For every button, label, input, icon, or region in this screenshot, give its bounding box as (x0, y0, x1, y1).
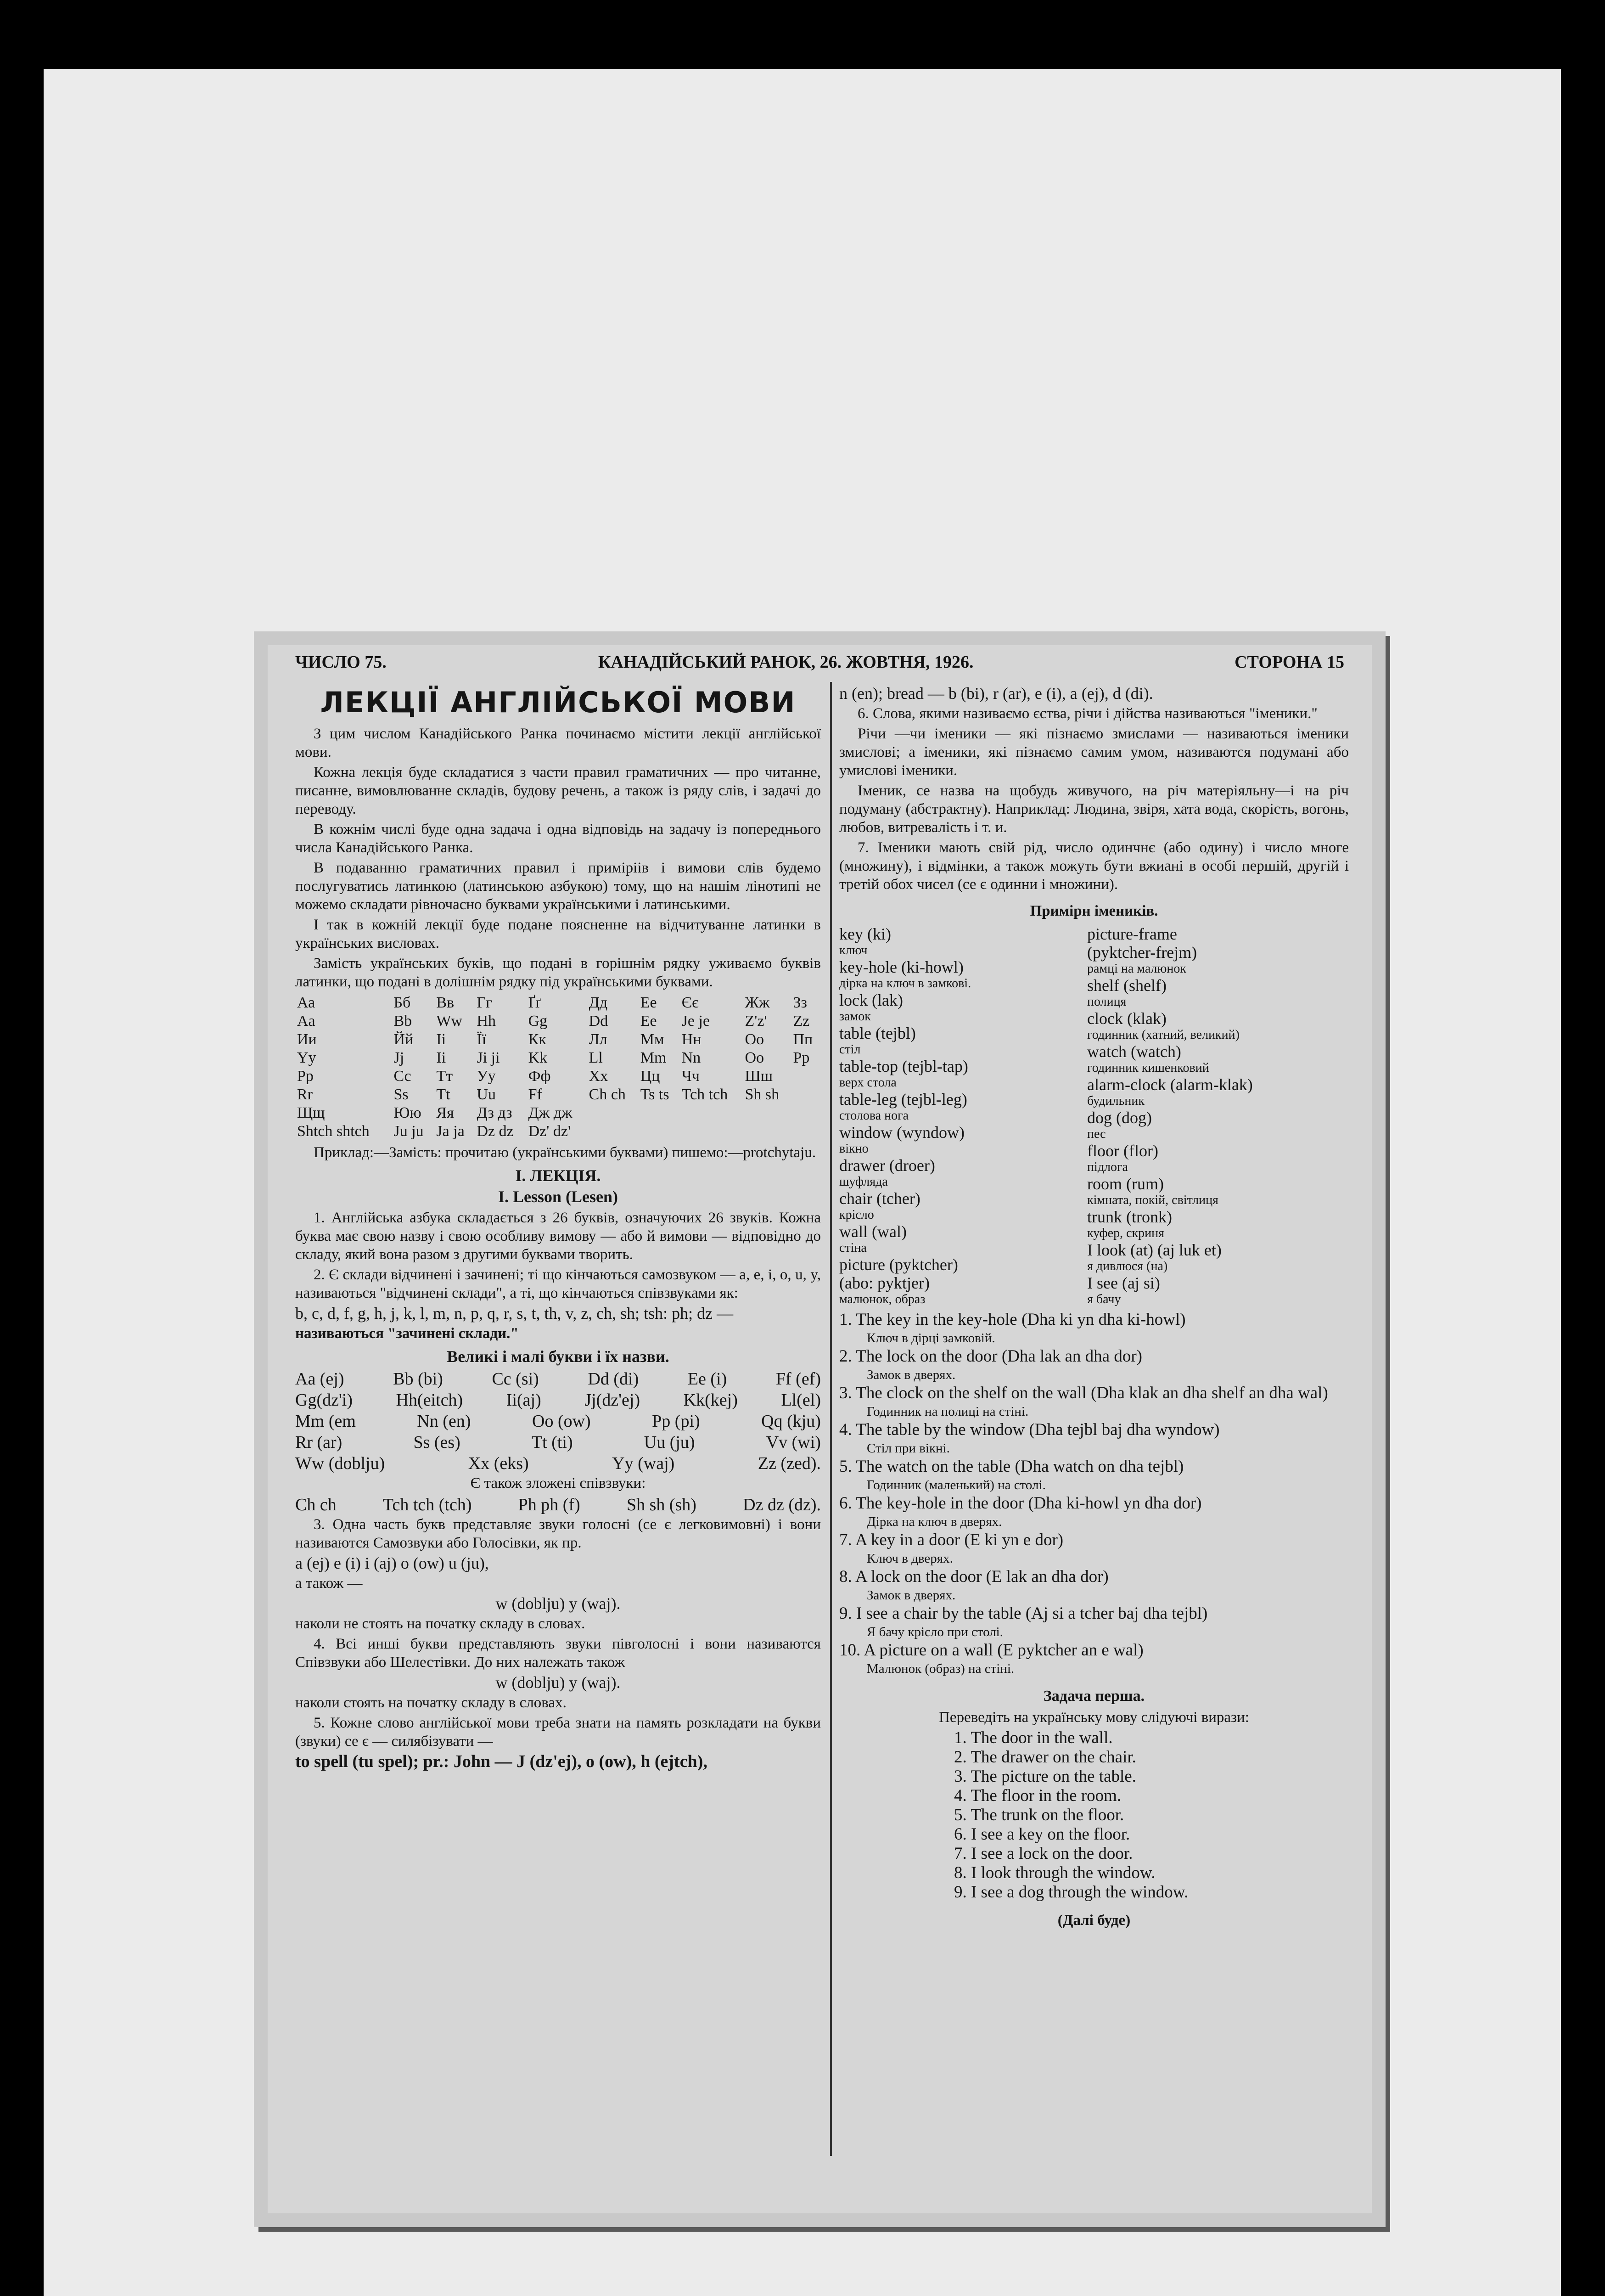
alphabet-cell: Чч (681, 1068, 700, 1085)
alphabet-cell: Ji ji (477, 1049, 500, 1066)
alphabet-cell: Ss (393, 1086, 409, 1103)
alphabet-cell (680, 1122, 743, 1141)
example-translation: верх стола (839, 1075, 897, 1090)
alphabet-cell (587, 1122, 639, 1141)
compound-letter: Ph ph (f) (518, 1495, 580, 1514)
example-word: I see (aj si) (1087, 1274, 1160, 1292)
intro-paragraph: В кожнім числі буде одна задача і одна відповідь на задачу із попереднього числа Канадійського Ранка. (295, 821, 821, 856)
example-translation: малюнок, образ (839, 1292, 926, 1306)
alphabet-cell: Shtch shtch (297, 1123, 370, 1140)
example-translation: ключ (839, 943, 868, 957)
alphabet-cell: Рр (297, 1068, 314, 1085)
right-column (839, 684, 1349, 1932)
alphabet-cell: Мм (640, 1031, 664, 1048)
article-title: ЛЕКЦІЇ АНГЛІЙСЬКОЇ МОВИ (320, 686, 796, 719)
alphabet-cell (743, 1122, 791, 1141)
alphabet-cell: Dz' dz' (528, 1123, 571, 1140)
example-translation: рамці на малюнок (1087, 962, 1187, 976)
alphabet-cell: Оо (745, 1031, 764, 1048)
alphabet-cell (743, 1104, 791, 1122)
example-translation: годинник (хатний, великий) (1087, 1028, 1240, 1042)
examples-grid (839, 925, 1349, 1307)
vowels-list: a (ej) e (i) i (aj) o (ow) u (ju), (295, 1554, 489, 1572)
alphabet-cell: Ts ts (640, 1086, 669, 1103)
compound-letter: Sh sh (sh) (626, 1495, 696, 1514)
alphabet-cell: Юю (393, 1104, 421, 1121)
latin-letter: Bb (bi) (393, 1369, 443, 1389)
capitals-title: Великі і малі букви і їх назви. (447, 1347, 669, 1366)
also-text: а також — (295, 1575, 363, 1592)
alphabet-cell: Пп (793, 1031, 813, 1048)
sentence-english: 4. The table by the window (Dha tejbl baj dha wyndow) (839, 1420, 1220, 1439)
task-item: 1. The door in the wall. (954, 1728, 1113, 1747)
example-word: drawer (droer) (839, 1156, 935, 1175)
example-translation: годинник кишенковий (1087, 1061, 1209, 1075)
compound-letter: Tch tch (tch) (382, 1495, 472, 1514)
alphabet-cell: Aa (297, 1013, 315, 1030)
alphabet-row (295, 1086, 821, 1104)
example-translation: куфер, скриня (1087, 1226, 1164, 1240)
lesson-title: I. ЛЕКЦІЯ. (515, 1166, 601, 1185)
sentence-english: 9. I see a chair by the table (Aj si a tcher baj dha tejbl) (839, 1604, 1208, 1623)
alphabet-cell: Gg (528, 1013, 548, 1030)
latin-letter: Xx (eks) (468, 1454, 529, 1473)
example-translation: кімната, покій, світлиця (1087, 1193, 1218, 1207)
alphabet-cell: Jj (393, 1049, 404, 1066)
alphabet-cell: Зз (793, 994, 807, 1011)
alphabet-cell: Вв (436, 994, 455, 1011)
alphabet-cell: Тт (436, 1068, 453, 1085)
alphabet-cell (791, 1067, 821, 1086)
example-text: Приклад:—Замість: прочитаю (українськими буквами) пишемо:—protchytaju. (314, 1144, 816, 1161)
w-y-list: w (doblju) y (waj). (495, 1594, 621, 1613)
paragraph-3: 3. Одна часть букв представляє звуки голосні (се є легковимовні) і вони називаются Самозвуки або Голосівки, як пр. (295, 1516, 821, 1551)
latin-row (295, 1368, 821, 1390)
alphabet-cell: Яя (436, 1104, 454, 1121)
latin-letter: Qq (kju) (761, 1412, 821, 1431)
paragraph-6: 6. Слова, якими називаємо єства, річи і дійства називаються "іменики." (858, 705, 1318, 722)
sentence-ukrainian: Ключ в дверях. (867, 1551, 953, 1566)
sentence-ukrainian: Замок в дверях. (867, 1367, 956, 1382)
alphabet-cell: Dz dz (477, 1123, 514, 1140)
example-word: picture (pyktcher) (839, 1255, 958, 1274)
paragraph-rechi: Річи —чи іменики — які пізнаємо змислами — називаються іменики змислові; а іменики, які пізнаємо самим умом, називаются подумані або умислові іменики. (839, 726, 1349, 779)
compound-title: Є також зложені співзвуки: (470, 1475, 646, 1491)
compound-consonants (295, 1494, 821, 1515)
latin-letter: Zz (zed). (758, 1454, 821, 1473)
latin-row (295, 1411, 821, 1432)
example-word: table (tejbl) (839, 1024, 916, 1042)
alphabet-cell: Гг (477, 994, 493, 1011)
alphabet-cell: Фф (528, 1068, 551, 1085)
latin-letter: Aa (ej) (295, 1369, 344, 1389)
paragraph-2: 2. Є склади відчинені і зачинені; ті що кінчаються самозвуком — a, e, i, o, u, y, називаються "відчинені склади", а ті, що кінчаються співзвуками як: (295, 1266, 821, 1301)
example-translation: підлога (1087, 1160, 1128, 1174)
sentence-english: 10. A picture on a wall (E pyktcher an e wal) (839, 1641, 1144, 1660)
alphabet-cell: Zz (793, 1013, 810, 1030)
bread-line: n (en); bread — b (bi), r (ar), e (i), a (ej), d (di). (839, 684, 1153, 703)
intro-paragraphs (295, 725, 821, 991)
alphabet-cell: Uu (477, 1086, 496, 1103)
alphabet-cell: Ju ju (393, 1123, 424, 1140)
example-translation: полиця (1087, 995, 1127, 1009)
example-word: key-hole (ki-howl) (839, 958, 964, 976)
alphabet-cell: Дд (589, 994, 608, 1011)
example-word: floor (flor) (1087, 1142, 1158, 1160)
alphabet-cell: Ja ja (436, 1123, 465, 1140)
alphabet-cell: Mm (640, 1049, 667, 1066)
example-translation: крісло (839, 1208, 874, 1222)
latin-letter: Nn (en) (417, 1412, 471, 1431)
example-word: dog (dog) (1087, 1109, 1152, 1127)
alphabet-cell (639, 1104, 680, 1122)
alphabet-row (295, 1122, 821, 1141)
example-word: key (ki) (839, 925, 891, 943)
alphabet-cell: Sh sh (745, 1086, 780, 1103)
alphabet-cell: Ii (436, 1049, 446, 1066)
sentence-ukrainian: Стіл при вікні. (867, 1441, 950, 1456)
latin-letter: Ll(el) (781, 1390, 821, 1410)
intro-paragraph: І так в кожній лекції буде подане поясненне на відчитуванне латинки в українських висловах. (295, 917, 821, 951)
alphabet-cell: Ии (297, 1031, 317, 1048)
alphabet-cell: Бб (393, 994, 411, 1011)
alphabet-cell: Hh (477, 1013, 496, 1030)
latin-letter: Ii(aj) (506, 1390, 541, 1410)
alphabet-cell: Oo (745, 1049, 764, 1066)
task-item: 9. I see a dog through the window. (954, 1883, 1189, 1902)
task-item: 6. I see a key on the floor. (954, 1825, 1130, 1844)
latin-letter: Kk(kej) (683, 1390, 738, 1410)
example-word: room (rum) (1087, 1175, 1164, 1193)
paragraph-1: 1. Англійська азбука складається з 26 буквів, означуючих 26 звуків. Кожна буква має свою назву і свою особливу вимову — або й вимови — відповідно до складу, який вона разом з другими буквами творить. (295, 1210, 821, 1263)
latin-letter: Ee (i) (687, 1369, 727, 1389)
alphabet-cell: Ґґ (528, 994, 541, 1011)
compound-row (295, 1494, 821, 1515)
task-title: Задача перша. (1043, 1688, 1145, 1705)
example-word: clock (klak) (1087, 1009, 1167, 1028)
task-item: 4. The floor in the room. (954, 1786, 1122, 1805)
example-word: chair (tcher) (839, 1189, 920, 1208)
examples-left (839, 925, 1087, 1307)
alphabet-cell: Уу (477, 1068, 496, 1085)
latin-letter: Rr (ar) (295, 1433, 342, 1452)
alphabet-cell: Іі (436, 1031, 446, 1048)
alphabet-cell: Kk (528, 1049, 548, 1066)
example-word: picture-frame (1087, 925, 1177, 943)
consonants-list: b, c, d, f, g, h, j, k, l, m, n, p, q, r, s, t, th, v, z, ch, sh; tsh: ph; dz — (295, 1304, 734, 1322)
alphabet-cell: Tch tch (681, 1086, 728, 1103)
latin-letter: Tt (ti) (531, 1433, 573, 1452)
latin-row (295, 1453, 821, 1474)
alphabet-cell: Ww (436, 1013, 463, 1030)
w-y-list-2: w (doblju) y (waj). (495, 1673, 621, 1692)
sentence-ukrainian: Я бачу крісло при столі. (867, 1625, 1003, 1639)
alphabet-cell: Жж (745, 994, 770, 1011)
alphabet-cell (587, 1104, 639, 1122)
paragraph-4: 4. Всі инші букви представляють звуки півголосні і вони називаются Співзвуки або Шелестівки. До них належать також (295, 1636, 821, 1671)
alphabet-cell: Шш (745, 1068, 773, 1085)
alphabet-table (295, 994, 821, 1141)
spell-example: to spell (tu spel); pr.: John — J (dz'ej), o (ow), h (ejtch), (295, 1752, 707, 1771)
task-list (839, 1728, 1349, 1902)
example-translation: стіл (839, 1042, 861, 1057)
latin-letter: Pp (pi) (652, 1412, 700, 1431)
alphabet-row (295, 1030, 821, 1049)
sentence-english: 8. A lock on the door (E lak an dha dor) (839, 1567, 1109, 1586)
intro-paragraph: В подаванню граматичних правил і приміріів і вимови слів будемо послугуватись латинкою (латинською азбукою) тому, що на нашім лінотипі не можемо складати рівночасно буквами українськими і латинськими. (295, 860, 821, 913)
intro-paragraph: З цим числом Канадійського Ранка починаємо містити лекції англійської мови. (295, 726, 821, 760)
alphabet-row (295, 1012, 821, 1030)
example-translation: пес (1087, 1127, 1106, 1141)
alphabet-cell: Je je (681, 1013, 710, 1030)
example-word: wall (wal) (839, 1222, 907, 1241)
latin-letter: Gg(dz'i) (295, 1390, 353, 1410)
task-item: 8. I look through the window. (954, 1863, 1156, 1882)
example-translation: дірка на ключ в замкові. (839, 976, 971, 990)
examples-title: Примірн імеників. (1030, 903, 1158, 919)
example-word: watch (watch) (1087, 1042, 1181, 1061)
latin-letter: Ff (ef) (775, 1369, 821, 1389)
sentence-ukrainian: Годинник (маленький) на столі. (867, 1478, 1046, 1492)
latin-letter: Uu (ju) (644, 1433, 695, 1452)
issue-number: ЧИСЛО 75. (295, 653, 387, 672)
alphabet-cell: Її (477, 1031, 487, 1048)
latin-letter: Hh(eitch) (396, 1390, 463, 1410)
latin-letter: Dd (di) (588, 1369, 639, 1389)
paragraph-4-end: наколи стоять на початку складу в словах. (295, 1694, 567, 1711)
example-word: trunk (tronk) (1087, 1208, 1172, 1226)
alphabet-cell: Щщ (297, 1104, 325, 1121)
task-item: 3. The picture on the table. (954, 1767, 1136, 1786)
example-word: window (wyndow) (839, 1123, 965, 1142)
alphabet-cell: Dd (589, 1013, 608, 1030)
closed-syllables: називаються "зачинені склади." (295, 1325, 519, 1342)
sentence-ukrainian: Ключ в дірці замковій. (867, 1331, 995, 1345)
sentence-ukrainian: Годинник на полиці на стіні. (867, 1404, 1029, 1419)
example-word: table-top (tejbl-tap) (839, 1057, 968, 1075)
example-translation: шуфляда (839, 1175, 888, 1189)
page-header (295, 652, 1344, 675)
alphabet-cell: Лл (589, 1031, 607, 1048)
alphabet-cell: Дз дз (477, 1104, 512, 1121)
alphabet-cell: Аа (297, 994, 315, 1011)
paragraph-3-end: наколи не стоять на початку складу в словах. (295, 1615, 585, 1632)
sentence-ukrainian: Дірка на ключ в дверях. (867, 1514, 1002, 1529)
compound-letter: Dz dz (dz). (743, 1495, 821, 1514)
alphabet-cell: Ee (640, 1013, 657, 1030)
latin-letter: Yy (waj) (612, 1454, 675, 1473)
alphabet-cell: Сс (393, 1068, 411, 1085)
sentence-english: 5. The watch on the table (Dha watch on dha tejbl) (839, 1457, 1184, 1476)
alphabet-row (295, 1067, 821, 1086)
example-translation: я бачу (1087, 1292, 1121, 1306)
sentence-english: 2. The lock on the door (Dha lak an dha dor) (839, 1347, 1142, 1366)
alphabet-cell (680, 1104, 743, 1122)
task-intro: Переведіть на українську мову слідуючі вирази: (939, 1709, 1249, 1726)
example-word: shelf (shelf) (1087, 976, 1167, 995)
latin-letters (295, 1368, 821, 1474)
examples-right (1087, 925, 1349, 1307)
alphabet-cell: Z'z' (745, 1013, 767, 1030)
sentence-english: 7. A key in a door (E ki yn e dor) (839, 1531, 1064, 1549)
latin-letter: Jj(dz'ej) (584, 1390, 640, 1410)
alphabet-cell: Ch ch (589, 1086, 626, 1103)
paragraph-imenyk: Іменик, се назва на щобудь живучого, на річ матеріяльну—і на річ подуману (абстрактну). Наприклад: Людина, звіря, хата вода, скорість, вогонь, любов, витревалість і т. и. (839, 782, 1349, 836)
alphabet-cell (791, 1104, 821, 1122)
alphabet-cell: Bb (393, 1013, 412, 1030)
page-number: СТОРОНА 15 (1235, 653, 1344, 672)
intro-paragraph: Кожна лекція буде складатися з части правил граматичних — про читанне, писанне, вимовлюванне складів, будову речень, а також із ряду слів, і задачі до переводу. (295, 764, 821, 817)
alphabet-cell: Нн (681, 1031, 701, 1048)
alphabet-cell: Цц (640, 1068, 660, 1085)
alphabet-cell (639, 1122, 680, 1141)
example-word: alarm-clock (alarm-klak) (1087, 1075, 1253, 1094)
latin-row (295, 1390, 821, 1411)
example-translation: вікно (839, 1142, 869, 1156)
alphabet-row (295, 1049, 821, 1067)
alphabet-cell: Ff (528, 1086, 542, 1103)
alphabet-row (295, 1104, 821, 1122)
example-word: (pyktcher-frejm) (1087, 943, 1197, 962)
alphabet-cell: Єє (681, 994, 699, 1011)
alphabet-row (295, 994, 821, 1012)
latin-letter: Vv (wi) (766, 1433, 821, 1452)
alphabet-cell: Tt (436, 1086, 450, 1103)
newspaper-masthead: КАНАДІЙСЬКИЙ РАНОК, 26. ЖОВТНЯ, 1926. (598, 653, 974, 672)
alphabet-cell: Ее (640, 994, 657, 1011)
alphabet-cell: Хх (589, 1068, 608, 1085)
alphabet-cell: Кк (528, 1031, 546, 1048)
latin-letter: Ss (es) (413, 1433, 460, 1452)
task-item: 2. The drawer on the chair. (954, 1748, 1136, 1767)
sentences-list (839, 1311, 1349, 1678)
latin-row (295, 1432, 821, 1453)
lesson-subtitle: I. Lesson (Lesen) (498, 1187, 618, 1206)
alphabet-cell: Дж дж (528, 1104, 572, 1121)
example-translation: я дивлюся (на) (1087, 1259, 1168, 1273)
alphabet-cell: Pp (793, 1049, 810, 1066)
example-word: table-leg (tejbl-leg) (839, 1090, 967, 1109)
latin-letter: Oo (ow) (532, 1412, 591, 1431)
alphabet-cell: Nn (681, 1049, 701, 1066)
task-item: 7. I see a lock on the door. (954, 1844, 1133, 1863)
page-body (268, 645, 1372, 2213)
example-translation: столова нога (839, 1109, 909, 1123)
alphabet-cell: Йй (393, 1031, 414, 1048)
latin-letter: Ww (doblju) (295, 1454, 385, 1473)
sentence-english: 1. The key in the key-hole (Dha ki yn dha ki-howl) (839, 1310, 1186, 1329)
alphabet-cell (791, 1086, 821, 1104)
latin-letter: Cc (si) (492, 1369, 539, 1389)
task-item: 5. The trunk on the floor. (954, 1806, 1124, 1824)
paragraph-5: 5. Кожне слово англійської мови треба знати на память розкладати на букви (звуки) се є — силябізувати — (295, 1715, 821, 1750)
sentence-ukrainian: Замок в дверях. (867, 1588, 956, 1603)
intro-paragraph: Замість українських буків, що подані в горішнім рядку уживаємо буквів латинки, що подані в долішнім рядку під українськими буквами. (295, 955, 821, 990)
sentence-english: 3. The clock on the shelf on the wall (Dha klak an dha shelf an dha wal) (839, 1384, 1328, 1402)
paragraph-7: 7. Іменики мають свій рід, число одинчнє (або одину) і число многе (множину), і відмінки, а також можуть бути вжиані в особі першій, другій і третій обох чисел (се є одинни і множини). (839, 839, 1349, 893)
alphabet-cell: Ll (589, 1049, 603, 1066)
example-word: (abo: pyktjer) (839, 1274, 930, 1292)
column-divider (830, 682, 832, 2156)
latin-letter: Mm (em (295, 1412, 356, 1431)
sentence-ukrainian: Малюнок (образ) на стіні. (867, 1661, 1015, 1676)
example-translation: замок (839, 1009, 871, 1024)
example-word: lock (lak) (839, 991, 903, 1009)
example-translation: стіна (839, 1241, 867, 1255)
alphabet-cell (791, 1122, 821, 1141)
compound-letter: Ch ch (295, 1495, 337, 1514)
sentence-english: 6. The key-hole in the door (Dha ki-howl yn dha dor) (839, 1494, 1202, 1513)
left-column (295, 684, 821, 1773)
continued-note: (Далі буде) (1057, 1912, 1131, 1929)
alphabet-cell: Yy (297, 1049, 316, 1066)
newspaper-page (254, 631, 1386, 2227)
example-word: I look (at) (aj luk et) (1087, 1241, 1222, 1259)
example-translation: будильник (1087, 1094, 1145, 1108)
alphabet-cell: Rr (297, 1086, 313, 1103)
